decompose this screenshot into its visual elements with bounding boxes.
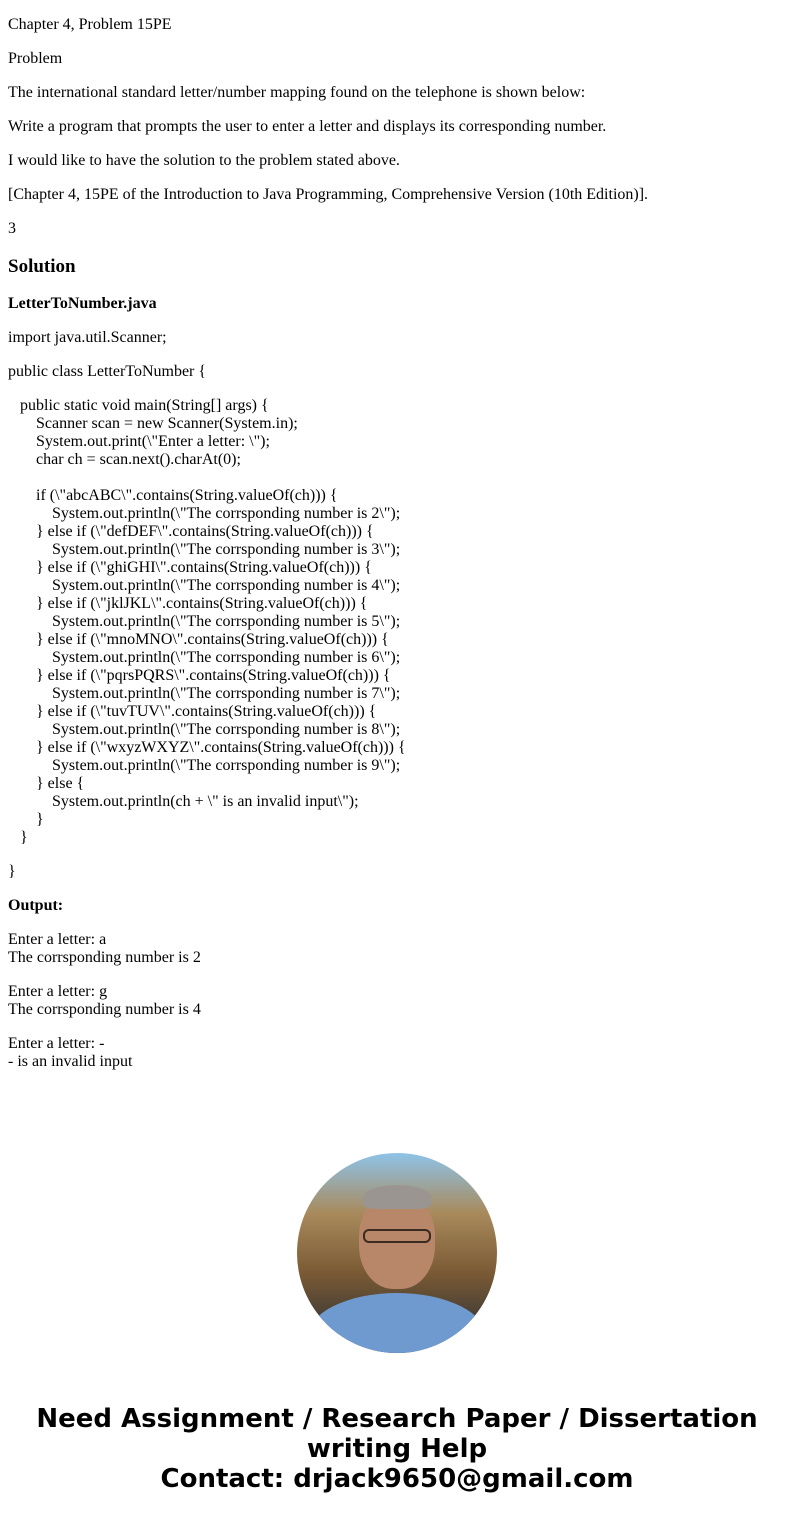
code-line: } else if (\"mnoMNO\".contains(String.valueOf(ch))) { (36, 631, 389, 648)
problem-text: Write a program that prompts the user to enter a letter and displays its corresponding number. (8, 118, 607, 135)
code-line: System.out.println(\"The corrsponding number is 7\"); (52, 685, 401, 702)
code-line: } (20, 829, 28, 846)
problem-label: Problem (8, 50, 63, 67)
output-line: The corrsponding number is 2 (8, 949, 201, 966)
code-line: } else { (36, 775, 85, 792)
code-line: public static void main(String[] args) { (20, 397, 269, 414)
code-line: } (36, 811, 44, 828)
avatar-hair (363, 1185, 431, 1209)
code-line: char ch = scan.next().charAt(0); (36, 451, 241, 468)
output-line: The corrsponding number is 4 (8, 1001, 201, 1018)
code-line: } else if (\"jklJKL\".contains(String.valueOf(ch))) { (36, 595, 368, 612)
code-line: } else if (\"pqrsPQRS\".contains(String.valueOf(ch))) { (36, 667, 391, 684)
code-import: import java.util.Scanner; (8, 329, 167, 346)
code-class-close: } (8, 863, 16, 880)
code-line: } else if (\"wxyzWXYZ\".contains(String.valueOf(ch))) { (36, 739, 406, 756)
banner-line: Need Assignment / Research Paper / Dissertation (36, 1404, 758, 1434)
output-sample (8, 1035, 786, 1071)
output-line: - is an invalid input (8, 1053, 133, 1070)
file-name (8, 295, 786, 313)
banner-contact: Contact: drjack9650@gmail.com (160, 1464, 634, 1494)
code-line: } else if (\"defDEF\".contains(String.valueOf(ch))) { (36, 523, 374, 540)
code-line: } else if (\"tuvTUV\".contains(String.valueOf(ch))) { (36, 703, 377, 720)
solution-heading: Solution (8, 256, 76, 277)
code-line: System.out.println(\"The corrsponding number is 4\"); (52, 577, 401, 594)
output-label (8, 897, 786, 915)
output-sample (8, 983, 786, 1019)
problem-text: I would like to have the solution to the problem stated above. (8, 152, 400, 169)
output-line: Enter a letter: a (8, 931, 107, 948)
code-line: System.out.print(\"Enter a letter: \"); (36, 433, 270, 450)
avatar-shirt (307, 1293, 487, 1353)
code-line: System.out.println(\"The corrsponding number is 9\"); (52, 757, 401, 774)
code-class-declaration: public class LetterToNumber { (8, 363, 207, 380)
banner-line: writing Help (306, 1434, 488, 1464)
code-line: System.out.println(\"The corrsponding number is 2\"); (52, 505, 401, 522)
code-line (8, 469, 786, 487)
code-line: Scanner scan = new Scanner(System.in); (36, 415, 298, 432)
code-line: if (\"abcABC\".contains(String.valueOf(ch))) { (36, 487, 338, 504)
code-line: System.out.println(\"The corrsponding number is 8\"); (52, 721, 401, 738)
problem-number: 3 (8, 220, 16, 237)
code-line: } else if (\"ghiGHI\".contains(String.valueOf(ch))) { (36, 559, 372, 576)
code-block (8, 397, 786, 847)
code-line: System.out.println(ch + \" is an invalid input\"); (52, 793, 359, 810)
code-line: System.out.println(\"The corrsponding number is 6\"); (52, 649, 401, 666)
code-line: System.out.println(\"The corrsponding number is 5\"); (52, 613, 401, 630)
avatar-glasses (363, 1229, 431, 1243)
output-line: Enter a letter: - (8, 1035, 105, 1052)
author-avatar (297, 1153, 497, 1353)
contact-banner (0, 1404, 794, 1494)
output-line: Enter a letter: g (8, 983, 108, 1000)
file-name-text: LetterToNumber.java (8, 295, 157, 312)
code-line: System.out.println(\"The corrsponding number is 3\"); (52, 541, 401, 558)
problem-reference: [Chapter 4, 15PE of the Introduction to Java Programming, Comprehensive Version (10th Edition)]. (8, 186, 649, 203)
output-sample (8, 931, 786, 967)
problem-text: The international standard letter/number mapping found on the telephone is shown below: (8, 84, 586, 101)
chapter-title: Chapter 4, Problem 15PE (8, 16, 172, 33)
output-label-text: Output: (8, 897, 64, 914)
